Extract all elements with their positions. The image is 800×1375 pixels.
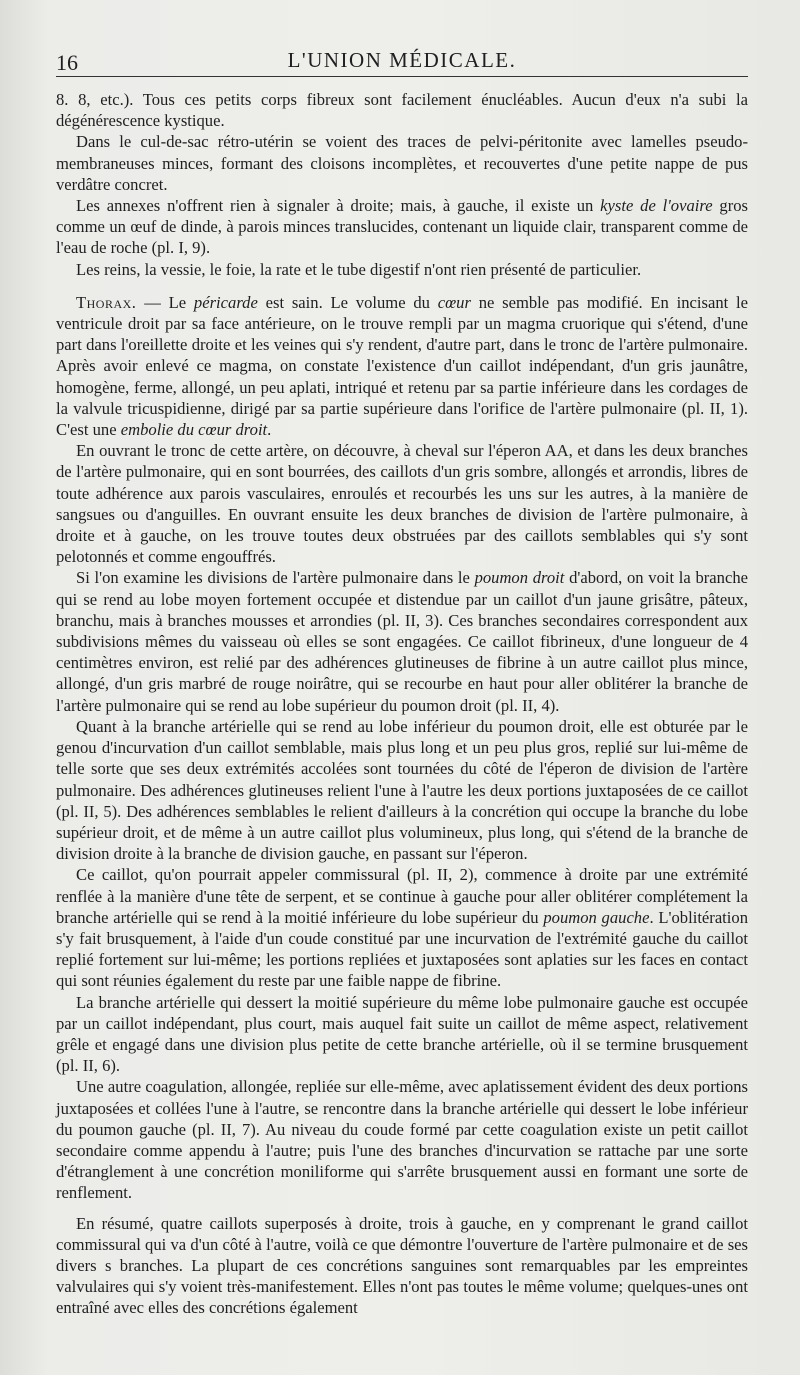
paragraph-1: 8. 8, etc.). Tous ces petits corps fibreux sont facilement énucléables. Aucun d'eux n'a subi la dégénérescence kystique. — [56, 90, 748, 131]
paragraph-9 — [56, 864, 748, 991]
paragraph-4: Les reins, la vessie, le foie, la rate et le tube digestif n'ont rien présenté de particulier. — [76, 259, 642, 279]
p9-text-b: . L'oblitération s'y fait brusquement, à l'aide d'un coude constitué par une incurvation de l'extrémité gauche du caillot replié fortement sur lui-même; les portions repliées et juxtaposées sont aplaties sur les faces en contact qui sont réunies également du reste par une faible nappe de fibrine. — [56, 907, 748, 991]
p9-text-a: Ce caillot, qu'on pourrait appeler commissural (pl. II, 2), commence à droite par une extrémité renflée à la manière d'une tête de serpent, et se continue à gauche pour aller oblitérer complétement la branche artérielle qui se rend à la moitié inférieure du lobe supérieur du — [56, 865, 748, 927]
p7-italic: poumon droit — [474, 568, 565, 588]
section-label-thorax: Thorax. — [76, 292, 137, 312]
paragraph-3 — [56, 195, 748, 259]
p3-text-a: Les annexes n'offrent rien à signaler à droite; mais, à gauche, il existe un — [76, 196, 601, 216]
p7-text-a: Si l'on examine les divisions de l'artère pulmonaire dans le — [76, 568, 475, 588]
running-head — [56, 42, 748, 77]
paragraph-11: Une autre coagulation, allongée, repliée sur elle-même, avec aplatissement évident des deux portions juxtaposées et collées l'une à l'autre, se rencontre dans la branche artérielle qui dessert le lobe inférieur du poumon gauche (pl. II, 7). Au niveau du coude formé par cette coagulation existe un petit caillot secondaire comme appendu à l'autre; puis l'une des branches d'incurvation se rattache par une sorte d'étranglement à une concrétion moniliforme qui s'arrête brusquement aussi en formant une sorte de renflement. — [56, 1077, 748, 1203]
journal-title: L'UNION MÉDICALE. — [287, 48, 517, 72]
p5-text-mid: est sain. Le volume du — [257, 292, 438, 312]
paragraph-10: La branche artérielle qui dessert la moitié supérieure du même lobe pulmonaire gauche est occupée par un caillot indépendant, plus court, mais auquel fait suite un caillot de même aspect, relativement grêle et engagé dans une division plus petite de cette branche artérielle, où il se termine brusquement (pl. II, 6). — [56, 992, 748, 1076]
paragraph-6: En ouvrant le tronc de cette artère, on découvre, à cheval sur l'éperon AA, et dans les deux branches de l'artère pulmonaire, qui en sont bourrées, des caillots d'un gris sombre, allongés et arrondis, libres de toute adhérence aux parois vasculaires, enroulés et recourbés les uns sur les autres, à la manière de sangsues ou d'anguilles. En ouvrant ensuite les deux branches de division de l'artère pulmonaire, à droite et à gauche, on les trouve toutes deux obstruées par des caillots semblables qui s'y sont pelotonnés et comme engouffrés. — [56, 441, 748, 567]
paragraph-thorax — [56, 292, 748, 440]
p5-italic-1: péricarde — [193, 292, 258, 312]
p5-text-end: . — [267, 420, 272, 440]
p3-italic: kyste de l'ovaire — [600, 196, 713, 216]
p5-italic-2: cœur — [437, 292, 471, 312]
p5-dash: — Le — [136, 292, 194, 312]
paragraph-8: Quant à la branche artérielle qui se rend au lobe inférieur du poumon droit, elle est obturée par le genou d'incurvation d'un caillot semblable, mais plus long et un peu plus gros, replié sur lui-même de telle sorte que ses deux extrémités accolées sont tournées du côté de l'éperon de division de l'artère pulmonaire. Des adhérences glutineuses relient l'une à l'autre les deux portions juxtaposées de ce caillot (pl. II, 5). Des adhérences semblables le relient d'ailleurs à la concrétion qui occupe la branche du lobe supérieur droit, et de même à un autre caillot plus volumineux, plus long, qui s'étend de la branche de division droite à la branche de division gauche, en passant sur l'éperon. — [56, 716, 748, 864]
p5-italic-3: embolie du cœur droit — [120, 420, 268, 440]
p5-text-after: ne semble pas modifié. En incisant le ventricule droit par sa face antérieure, on le trouve rempli par un magma cruorique qui s'étend, d'une part dans l'oreillette droite et les veines qui s'y rendent, d'autre part, dans le tronc de l'artère pulmonaire. Après avoir enlevé ce magma, on constate l'existence d'un caillot indépendant, d'un gris jaunâtre, homogène, ferme, allongé, un peu aplati, intriqué et retenu par sa partie inférieure dans les cordages de la valvule tricuspidienne, dirigé par sa partie supérieure dans l'orifice de l'artère pulmonaire (pl. II, 1). C'est une — [56, 292, 748, 440]
paragraph-12: En résumé, quatre caillots superposés à droite, trois à gauche, en y comprenant le grand caillot commissural qui va d'un côté à l'autre, voilà ce que démontre l'ouverture de l'artère pulmonaire et de ses divers s branches. La plupart de ces concrétions sanguines sont remarquables par les empreintes valvulaires qui s'y voient très-manifestement. Elles n'ont pas toutes le même volume; quelques-unes ont entraîné avec elles des concrétions également — [56, 1213, 748, 1318]
body-text — [56, 89, 748, 1319]
paragraph-2: Dans le cul-de-sac rétro-utérin se voient des traces de pelvi-péritonite avec lamelles pseudo-membraneuses minces, formant des cloisons incomplètes, et recouvertes d'une petite nappe de pus verdâtre concret. — [56, 132, 748, 194]
paragraph-7 — [56, 567, 748, 715]
p3-text-b: gros comme un œuf de dinde, à parois minces translucides, contenant un liquide clair, transparent comme de l'eau de roche (pl. I, 9). — [56, 196, 748, 258]
page-number: 16 — [56, 50, 78, 75]
p9-italic: poumon gauche — [543, 907, 650, 927]
p7-text-b: d'abord, on voit la branche qui se rend au lobe moyen fortement occupée et distendue par un caillot d'un jaune grisâtre, pâteux, branchu, mais à branches mousses et arrondies (pl. II, 3). Ces branches secondaires correspondent aux subdivisions mêmes du vaisseau où elles se sont engagées. Ce caillot fibrineux, d'une longueur de 4 centimètres environ, est relié par des adhérences glutineuses de fibrine à un autre caillot plus mince, allongé, d'un gris marbré de rouge noirâtre, qui se recourbe en haut pour aller oblitérer la branche de l'artère pulmonaire qui se rend au lobe supérieur du poumon droit (pl. II, 4). — [56, 568, 748, 715]
